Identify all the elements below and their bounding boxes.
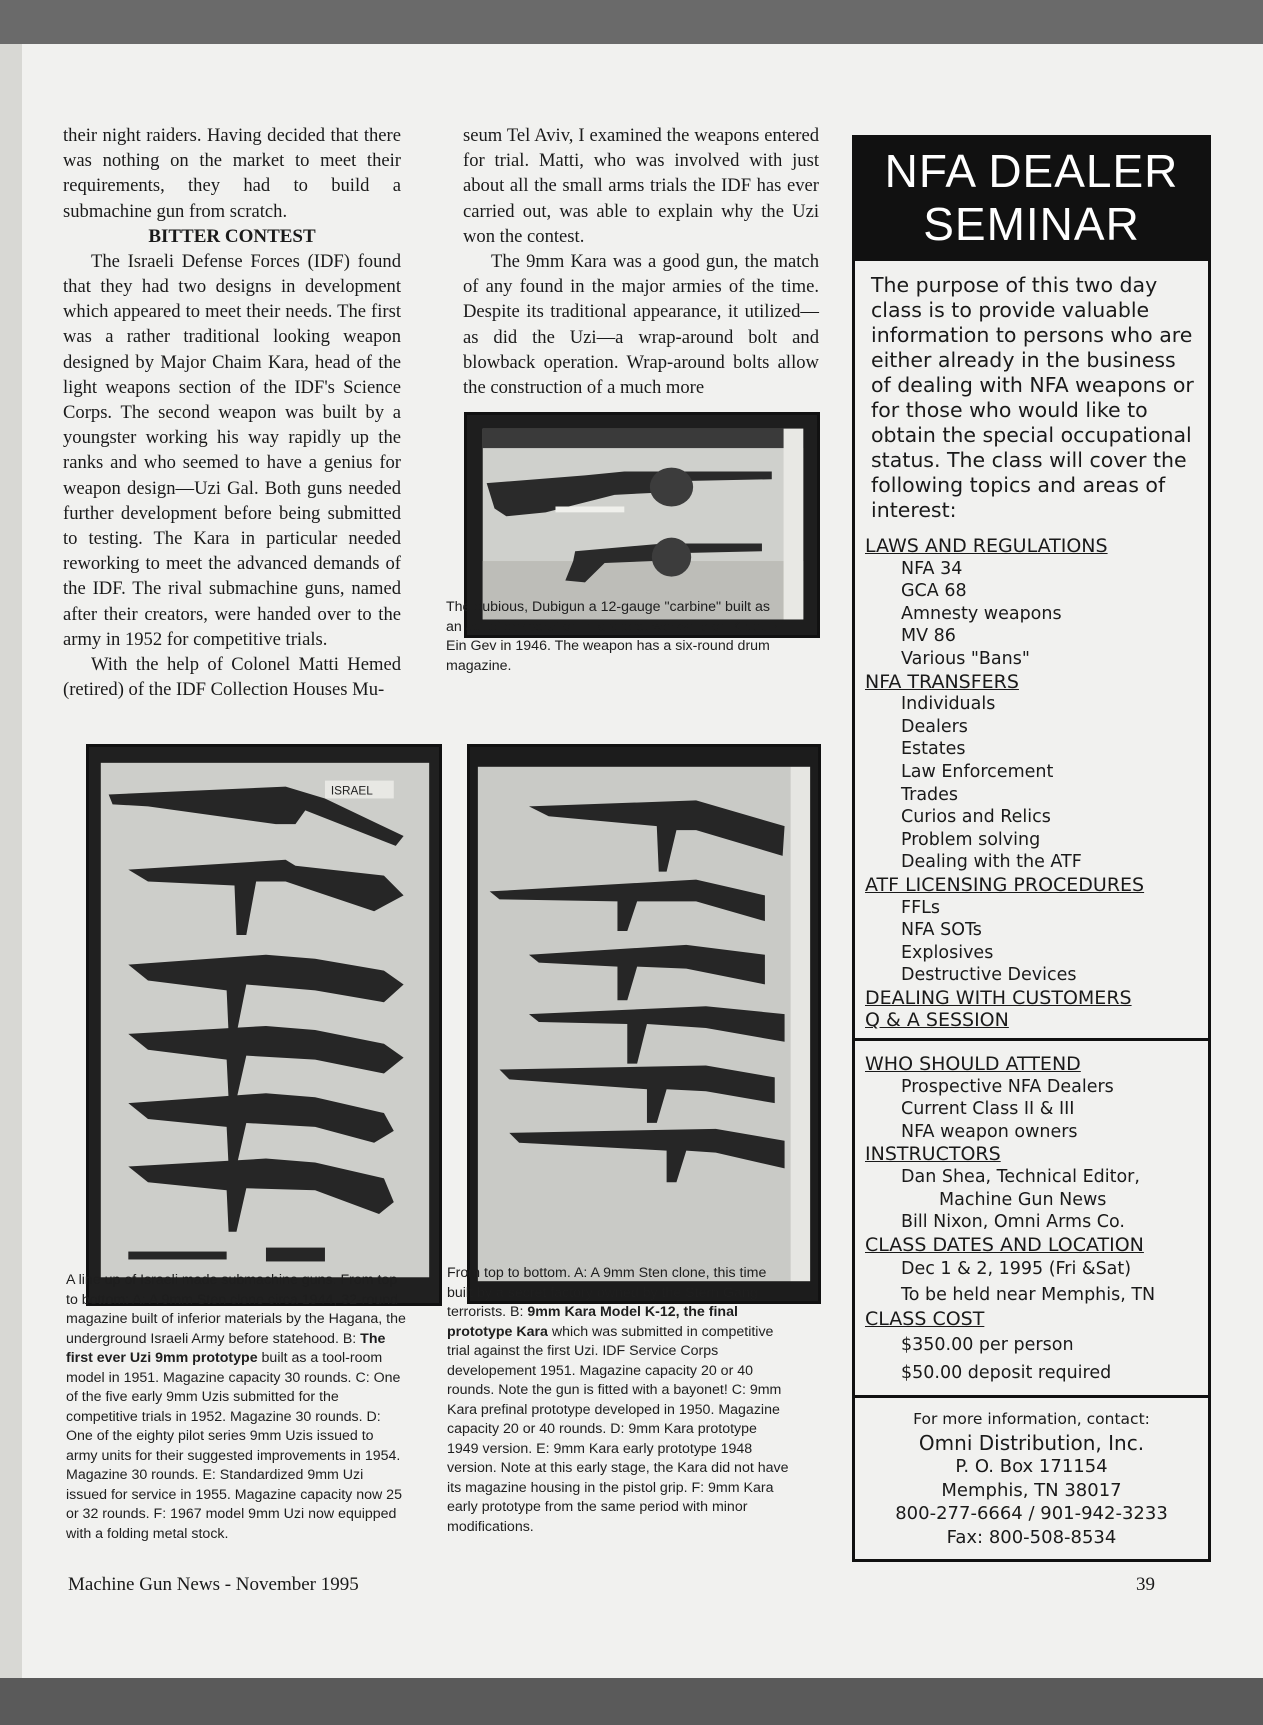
instructor: Bill Nixon, Omni Arms Co. <box>901 1212 1125 1233</box>
fax-number: Fax: 800-508-8534 <box>946 1526 1117 1548</box>
section-heading: BITTER CONTEST <box>148 225 316 247</box>
city: Memphis, TN 38017 <box>941 1479 1122 1501</box>
ad-topic-item: Dealers <box>901 716 968 737</box>
scan-border-top <box>0 0 1263 44</box>
photo-caption-left <box>66 1271 408 1544</box>
ad-topic-item: Individuals <box>901 694 996 715</box>
ad-heading: WHO SHOULD ATTEND <box>865 1053 1081 1076</box>
ad-contact-section <box>855 1395 1208 1559</box>
attend-item: NFA weapon owners <box>901 1121 1078 1142</box>
article-column-1 <box>63 75 401 702</box>
ad-topic-item: MV 86 <box>901 626 956 647</box>
caption-text: which was submitted in competitive trial against the first Uzi. IDF Service Corps developement 1951. Magazine capacity 20 or 40 rounds. Note the gun is fitted with a bayonet! C: 9mm Kara prefinal prototype developed in 1950. Magazine capacity 20 or 40 rounds. D: 9mm Kara prototype 1949 version. E: 9mm Kara early prototype 1948 version. Note at this early stage, the Kara did not have its magazine housing in the pistol grip. F: 9mm Kara early prototype from the same period with minor modifications. <box>447 1323 789 1535</box>
photo-caption-top: The dubious, Dubigun a 12-gauge "carbine" built as an act of desperation in a secret workship on Kibbutz Ein Gev in 1946. The weapon has a six-round drum magazine. <box>446 599 779 674</box>
instructor: Dan Shea, Technical Editor, <box>901 1167 1140 1188</box>
ad-title-line: SEMINAR <box>923 198 1140 250</box>
attend-item: Current Class II & III <box>901 1099 1075 1120</box>
attend-item: Prospective NFA Dealers <box>901 1076 1114 1097</box>
photo-caption-right <box>447 1264 789 1537</box>
ad-topic-item: GCA 68 <box>901 581 967 602</box>
caption-text: From top to bottom. A: A 9mm Sten clone, this time built by a secret factory owned by the Stern Gang terrorists. B: <box>447 1265 767 1320</box>
nfa-seminar-ad <box>852 135 1211 1562</box>
ad-topic-item: FFLs <box>901 897 940 918</box>
page-binding <box>0 44 22 1678</box>
photo-uzi-lineup <box>86 744 442 1306</box>
ad-topic-heading: LAWS AND REGULATIONS <box>865 535 1108 557</box>
ad-title <box>852 135 1211 261</box>
photo-kara-prototypes <box>467 744 821 1304</box>
page-number: 39 <box>1136 1574 1155 1595</box>
ad-topic-item: Law Enforcement <box>901 761 1054 782</box>
caption-bold: The first ever Uzi 9mm prototype <box>66 1330 386 1366</box>
instructor-affiliation: Machine Gun News <box>939 1189 1107 1210</box>
ad-topic-heading: Q & A SESSION <box>865 1009 1009 1032</box>
ad-topic-item: Explosives <box>901 942 994 963</box>
ad-topic-item: NFA 34 <box>901 558 963 579</box>
caption-bold: 9mm Kara Model K-12, the final prototype Kara <box>447 1304 738 1340</box>
contact-intro: For more information, contact: <box>913 1410 1150 1428</box>
ad-topic-item: NFA SOTs <box>901 920 982 941</box>
ad-topic-item: Curios and Relics <box>901 807 1051 828</box>
class-location: To be held near Memphis, TN <box>901 1285 1156 1306</box>
caption-text: built as a tool-room model in 1951. Magazine capacity 30 rounds. C: One of the five early 9mm Uzis submitted for the competitive trials in 1952. Magazine 30 rounds. D: One of the eighty pilot series 9mm Uzis issued to army units for their suggested improvements in 1954. Magazine 30 rounds. E: Standardized 9mm Uzi issued for service in 1955. Magazine capacity now 25 or 32 rounds. F: 1967 model 9mm Uzi now equipped with a folding metal stock. <box>66 1350 402 1542</box>
ad-topic-heading: NFA TRANSFERS <box>865 670 1019 693</box>
footer-publication: Machine Gun News - November 1995 <box>68 1574 359 1595</box>
ad-topic-item: Estates <box>901 739 966 760</box>
cost-line: $350.00 per person <box>901 1335 1074 1355</box>
ad-heading: CLASS COST <box>865 1308 985 1331</box>
article-paragraph: their night raiders. Having decided that there was nothing on the market to meet their requirements, they had to build a submachine gun from scratch. <box>63 125 401 222</box>
article-paragraph: seum Tel Aviv, I examined the weapons entered for trial. Matti, who was involved with just about all the small arms trials the IDF has ever carried out, was able to explain why the Uzi won the contest. <box>463 125 819 247</box>
ad-topic-heading: DEALING WITH CUSTOMERS <box>865 986 1132 1009</box>
ad-topic-item: Amnesty weapons <box>901 603 1062 624</box>
po-box: P. O. Box 171154 <box>955 1456 1108 1477</box>
article-paragraph: With the help of Colonel Matti Hemed (retired) of the IDF Collection Houses Mu- <box>63 654 401 701</box>
article-column-2 <box>463 123 819 400</box>
ad-topics-section <box>855 261 1208 1038</box>
ad-heading: CLASS DATES AND LOCATION <box>865 1233 1144 1256</box>
ad-topic-item: Various "Bans" <box>901 648 1030 669</box>
ad-heading: INSTRUCTORS <box>865 1143 1001 1166</box>
article-paragraph: The 9mm Kara was a good gun, the match of any found in the major armies of the time. Despite its traditional appearance, it utilized—as did the Uzi—a wrap-around bolt and blowback operation. Wrap-around bolts allow the construction of a much more <box>463 251 819 399</box>
article-paragraph: The Israeli Defense Forces (IDF) found that they had two designs in development which appeared to meet their needs. The first was a rather traditional looking weapon designed by Major Chaim Kara, head of the light weapons section of the IDF's Science Corps. The second weapon was built by a youngster working his way rapidly up the ranks and who seemed to have a genius for weapon design—Uzi Gal. Both guns needed further development before being submitted to testing. The Kara in particular needed reworking to meet the advanced demands of the IDF. The rival submachine guns, named after their creators, were handed over to the army in 1952 for competitive trials. <box>63 250 401 650</box>
class-dates: Dec 1 & 2, 1995 (Fri &Sat) <box>901 1259 1132 1280</box>
company-name: Omni Distribution, Inc. <box>918 1430 1145 1455</box>
caption-text: A: A 9mm Sten clone circa 1944, 32-round magazine built of inferior materials by the Hagana, the underground Israeli Army before statehood. B: <box>66 1291 406 1347</box>
ad-details-section <box>855 1038 1208 1395</box>
ad-topic-item: Trades <box>901 784 959 805</box>
scan-border-bottom <box>0 1678 1263 1725</box>
ad-body <box>852 261 1211 1562</box>
ad-topic-item: Problem solving <box>901 829 1041 850</box>
israel-sign: ISRAEL <box>330 783 373 798</box>
ad-topic-list <box>865 535 1198 1032</box>
ad-topic-item: Dealing with the ATF <box>901 852 1082 873</box>
cost-line: $50.00 deposit required <box>901 1363 1112 1383</box>
attend-list <box>865 1076 1198 1144</box>
phone-numbers: 800-277-6664 / 901-942-3233 <box>895 1503 1168 1524</box>
caption-text: A line up of Israeli made submachine guns. From top to bottom: <box>66 1272 398 1308</box>
ad-intro: The purpose of this two day class is to provide valuable information to persons who are either already in the business of dealing with NFA weapons or for those who would like to obtain the special occupational status. The class will cover the following topics and areas of interest: <box>871 273 1194 522</box>
ad-topic-heading: ATF LICENSING PROCEDURES <box>865 873 1145 896</box>
ad-topic-item: Destructive Devices <box>901 965 1077 986</box>
ad-title-line: NFA DEALER <box>884 145 1179 197</box>
